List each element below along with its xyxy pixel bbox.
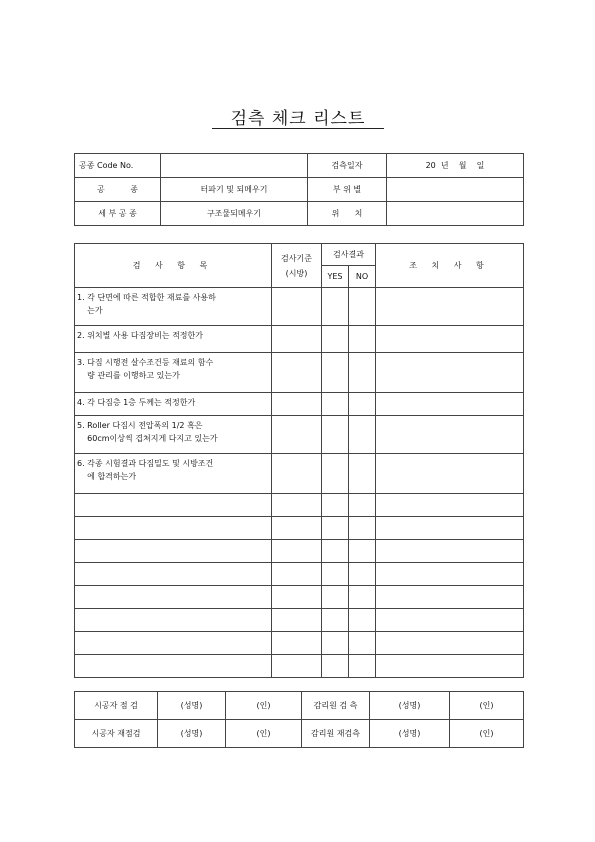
work-code-label: 공종 Code No.: [75, 154, 161, 178]
info-row-code: [75, 154, 524, 178]
checklist-yes-cell[interactable]: [322, 609, 349, 632]
checklist-table: [74, 243, 524, 678]
header-standard-sub: (시방): [285, 268, 308, 278]
checklist-standard-cell[interactable]: [272, 393, 322, 416]
checklist-standard-cell[interactable]: [272, 563, 322, 586]
checklist-item-text: 4. 각 다짐층 1층 두께는 적정한가: [75, 393, 272, 416]
checklist-no-cell[interactable]: [349, 494, 376, 517]
checklist-yes-cell[interactable]: [322, 494, 349, 517]
header-yes: YES: [322, 266, 349, 288]
supervisor-reinspection-label: 감리원 재검측: [302, 720, 370, 748]
supervisor-re-seal-field[interactable]: (인): [450, 720, 524, 748]
header-result: 검사결과: [322, 244, 376, 266]
checklist-yes-cell[interactable]: [322, 540, 349, 563]
checklist-action-cell[interactable]: [376, 416, 524, 454]
checklist-yes-cell[interactable]: [322, 563, 349, 586]
checklist-row: [75, 288, 524, 326]
checklist-action-cell[interactable]: [376, 563, 524, 586]
checklist-no-cell[interactable]: [349, 586, 376, 609]
checklist-action-cell[interactable]: [376, 540, 524, 563]
header-no: NO: [349, 266, 376, 288]
checklist-row: [75, 540, 524, 563]
checklist-item-text: [75, 517, 272, 540]
checklist-action-cell[interactable]: [376, 586, 524, 609]
sub-work-type-value: 구조물되메우기: [161, 202, 308, 226]
checklist-standard-cell[interactable]: [272, 655, 322, 678]
checklist-row: [75, 454, 524, 494]
supervisor-name-field[interactable]: (성명): [370, 692, 450, 720]
checklist-yes-cell[interactable]: [322, 416, 349, 454]
part-label: 부 위 별: [308, 178, 387, 202]
work-code-value: [161, 154, 308, 178]
checklist-item-text: [75, 563, 272, 586]
checklist-action-cell[interactable]: [376, 326, 524, 353]
checklist-no-cell[interactable]: [349, 517, 376, 540]
contractor-re-seal-field[interactable]: (인): [226, 720, 302, 748]
checklist-row: [75, 517, 524, 540]
checklist-row: [75, 586, 524, 609]
checklist-no-cell[interactable]: [349, 416, 376, 454]
checklist-action-cell[interactable]: [376, 494, 524, 517]
title-underline: [212, 128, 384, 129]
checklist-item-text: [75, 655, 272, 678]
location-value: [387, 202, 524, 226]
checklist-action-cell[interactable]: [376, 609, 524, 632]
work-type-value: 터파기 및 되메우기: [161, 178, 308, 202]
checklist-row: [75, 609, 524, 632]
checklist-no-cell[interactable]: [349, 632, 376, 655]
contractor-inspection-label: 시공자 점 검: [75, 692, 158, 720]
signature-row-1: [75, 692, 524, 720]
checklist-standard-cell[interactable]: [272, 632, 322, 655]
contractor-name-field[interactable]: (성명): [158, 692, 226, 720]
checklist-no-cell[interactable]: [349, 288, 376, 326]
checklist-header-row: [75, 244, 524, 266]
checklist-yes-cell[interactable]: [322, 632, 349, 655]
checklist-standard-cell[interactable]: [272, 416, 322, 454]
info-table: [74, 153, 524, 226]
checklist-yes-cell[interactable]: [322, 517, 349, 540]
checklist-action-cell[interactable]: [376, 393, 524, 416]
checklist-yes-cell[interactable]: [322, 393, 349, 416]
checklist-standard-cell[interactable]: [272, 517, 322, 540]
checklist-standard-cell[interactable]: [272, 326, 322, 353]
document-title: 검측 체크 리스트: [230, 109, 366, 129]
checklist-standard-cell[interactable]: [272, 540, 322, 563]
checklist-item-text: [75, 609, 272, 632]
checklist-yes-cell[interactable]: [322, 655, 349, 678]
checklist-no-cell[interactable]: [349, 540, 376, 563]
checklist-yes-cell[interactable]: [322, 586, 349, 609]
checklist-item-text: [75, 494, 272, 517]
supervisor-inspection-label: 감리원 검 측: [302, 692, 370, 720]
checklist-action-cell[interactable]: [376, 517, 524, 540]
checklist-item-text: 3. 다짐 시행전 살수조건등 재료의 함수 량 관리를 이행하고 있는가: [75, 353, 272, 393]
header-standard: [272, 244, 322, 288]
checklist-item-text: [75, 586, 272, 609]
checklist-standard-cell[interactable]: [272, 586, 322, 609]
checklist-row: [75, 353, 524, 393]
checklist-no-cell[interactable]: [349, 326, 376, 353]
checklist-row: [75, 563, 524, 586]
info-row-sub-type: [75, 202, 524, 226]
inspection-date-label: 검측일자: [308, 154, 387, 178]
checklist-action-cell[interactable]: [376, 655, 524, 678]
contractor-seal-field[interactable]: (인): [226, 692, 302, 720]
header-item: 검 사 항 목: [75, 244, 272, 288]
supervisor-re-name-field[interactable]: (성명): [370, 720, 450, 748]
signature-row-2: [75, 720, 524, 748]
checklist-standard-cell[interactable]: [272, 353, 322, 393]
checklist-action-cell[interactable]: [376, 353, 524, 393]
checklist-yes-cell[interactable]: [322, 353, 349, 393]
checklist-yes-cell[interactable]: [322, 326, 349, 353]
checklist-item-text: 5. Roller 다짐시 전압폭의 1/2 혹은 60cm이상씩 겹쳐지게 다지고 있는가: [75, 416, 272, 454]
checklist-action-cell[interactable]: [376, 454, 524, 494]
checklist-body: [75, 288, 524, 678]
checklist-row: [75, 494, 524, 517]
contractor-reinspection-label: 시공자 재점검: [75, 720, 158, 748]
info-row-work-type: [75, 178, 524, 202]
checklist-no-cell[interactable]: [349, 655, 376, 678]
checklist-action-cell[interactable]: [376, 288, 524, 326]
checklist-no-cell[interactable]: [349, 454, 376, 494]
part-value: [387, 178, 524, 202]
checklist-yes-cell[interactable]: [322, 454, 349, 494]
checklist-no-cell[interactable]: [349, 609, 376, 632]
checklist-row: [75, 416, 524, 454]
checklist-row: [75, 326, 524, 353]
checklist-yes-cell[interactable]: [322, 288, 349, 326]
checklist-item-text: 6. 각종 시험결과 다짐밀도 및 시방조건 에 합격하는가: [75, 454, 272, 494]
checklist-item-text: [75, 632, 272, 655]
work-type-label: 공 종: [75, 178, 161, 202]
checklist-no-cell[interactable]: [349, 393, 376, 416]
contractor-re-name-field[interactable]: (성명): [158, 720, 226, 748]
inspection-date-value: 20 년 월 일: [387, 154, 524, 178]
supervisor-seal-field[interactable]: (인): [450, 692, 524, 720]
checklist-row: [75, 655, 524, 678]
signature-table: [74, 691, 524, 748]
checklist-standard-cell[interactable]: [272, 609, 322, 632]
checklist-standard-cell[interactable]: [272, 288, 322, 326]
checklist-no-cell[interactable]: [349, 353, 376, 393]
checklist-action-cell[interactable]: [376, 632, 524, 655]
checklist-standard-cell[interactable]: [272, 494, 322, 517]
checklist-row: [75, 632, 524, 655]
checklist-standard-cell[interactable]: [272, 454, 322, 494]
checklist-item-text: 1. 각 단면에 따른 적합한 재료를 사용하 는가: [75, 288, 272, 326]
header-action: 조 치 사 항: [376, 244, 524, 288]
checklist-row: [75, 393, 524, 416]
header-standard-label: 검사기준: [281, 253, 312, 263]
checklist-no-cell[interactable]: [349, 563, 376, 586]
location-label: 위 치: [308, 202, 387, 226]
checklist-item-text: 2. 위치별 사용 다짐장비는 적정한가: [75, 326, 272, 353]
checklist-item-text: [75, 540, 272, 563]
sub-work-type-label: 세 부 공 종: [75, 202, 161, 226]
